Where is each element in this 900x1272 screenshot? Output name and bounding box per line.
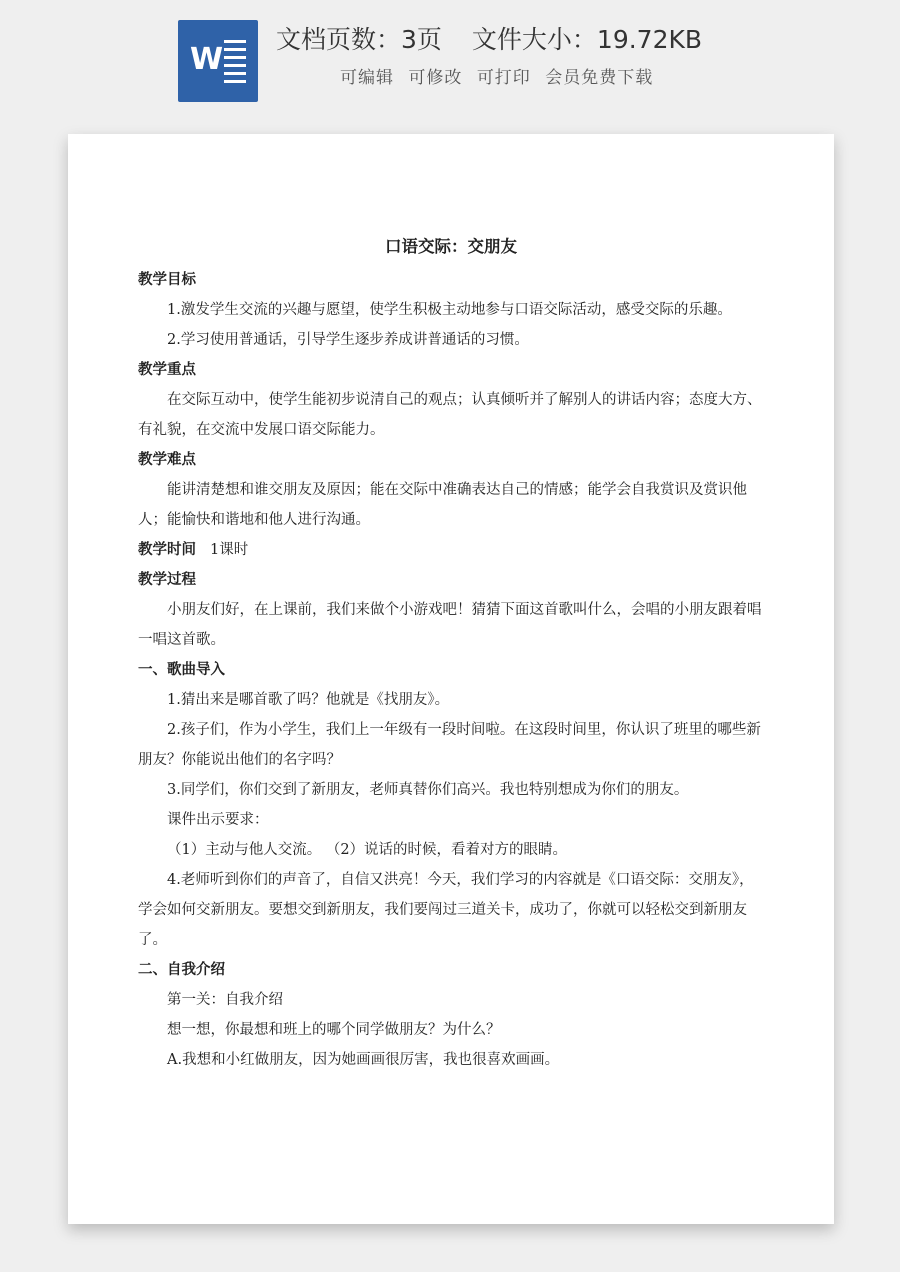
paragraph: 想一想，你最想和班上的哪个同学做朋友？为什么？: [167, 1022, 501, 1038]
paragraph: 3.同学们，你们交到了新朋友，老师真替你们高兴。我也特别想成为你们的朋友。: [167, 782, 689, 798]
heading-label: 教学时间: [138, 541, 196, 558]
document-content: [138, 230, 764, 1075]
feature-member-download: 会员免费下载: [545, 68, 654, 88]
paragraph: 能讲清楚想和谁交朋友及原因；能在交际中准确表达自己的情感；能学会自我赏识及赏识他人；能愉快和谐地和他人进行沟通。: [138, 482, 747, 528]
paragraph: 小朋友们好，在上课前，我们来做个小游戏吧！猜猜下面这首歌叫什么，会唱的小朋友跟着唱一唱这首歌。: [138, 602, 762, 648]
document-title: 口语交际：交朋友: [385, 237, 517, 256]
section-heading-inline: [138, 535, 764, 565]
paragraph: 1.激发学生交流的兴趣与愿望，使学生积极主动地参与口语交际活动，感受交际的乐趣。: [167, 302, 732, 318]
heading-value: 1课时: [210, 542, 249, 558]
paragraph: 课件出示要求：: [167, 812, 269, 828]
section-heading: 二、自我介绍: [138, 961, 225, 978]
word-logo-letter: W: [190, 42, 224, 77]
section-heading: 一、歌曲导入: [138, 661, 225, 678]
feature-printable: 可打印: [476, 68, 531, 88]
feature-modifiable: 可修改: [408, 68, 463, 88]
page-count: 文档页数：3页: [276, 25, 442, 54]
document-page: [68, 134, 834, 1224]
paragraph: A.我想和小红做朋友，因为她画画很厉害，我也很喜欢画画。: [167, 1052, 560, 1068]
paragraph: 1.猜出来是哪首歌了吗？他就是《找朋友》。: [167, 692, 450, 708]
header-banner: [0, 0, 900, 130]
feature-list: [340, 64, 661, 92]
file-size: 文件大小：19.72KB: [471, 25, 703, 54]
paragraph: 2.孩子们，作为小学生，我们上一年级有一段时间啦。在这段时间里，你认识了班里的哪些新朋友？你能说出他们的名字吗？: [138, 722, 761, 768]
paragraph: （1）主动与他人交流。 （2）说话的时候，看着对方的眼睛。: [167, 842, 568, 858]
feature-editable: 可编辑: [340, 68, 394, 88]
paragraph: 在交际互动中，使学生能初步说清自己的观点；认真倾听并了解别人的讲话内容；态度大方、有礼貌，在交流中发展口语交际能力。: [138, 392, 762, 438]
section-heading: 教学重点: [138, 361, 196, 378]
word-document-icon: [178, 20, 258, 102]
paragraph: 2.学习使用普通话，引导学生逐步养成讲普通话的习惯。: [167, 332, 529, 348]
section-heading: 教学难点: [138, 451, 196, 468]
paragraph: 4.老师听到你们的声音了，自信又洪亮！今天，我们学习的内容就是《口语交际：交朋友》，学会如何交新朋友。要想交到新朋友，我们要闯过三道关卡，成功了，你就可以轻松交到新朋友了。: [138, 872, 754, 948]
paragraph: 第一关：自我介绍: [167, 992, 283, 1008]
file-meta: [276, 20, 702, 60]
section-heading: 教学过程: [138, 571, 196, 588]
document-lines-icon: [224, 40, 246, 88]
section-heading: 教学目标: [138, 271, 196, 288]
